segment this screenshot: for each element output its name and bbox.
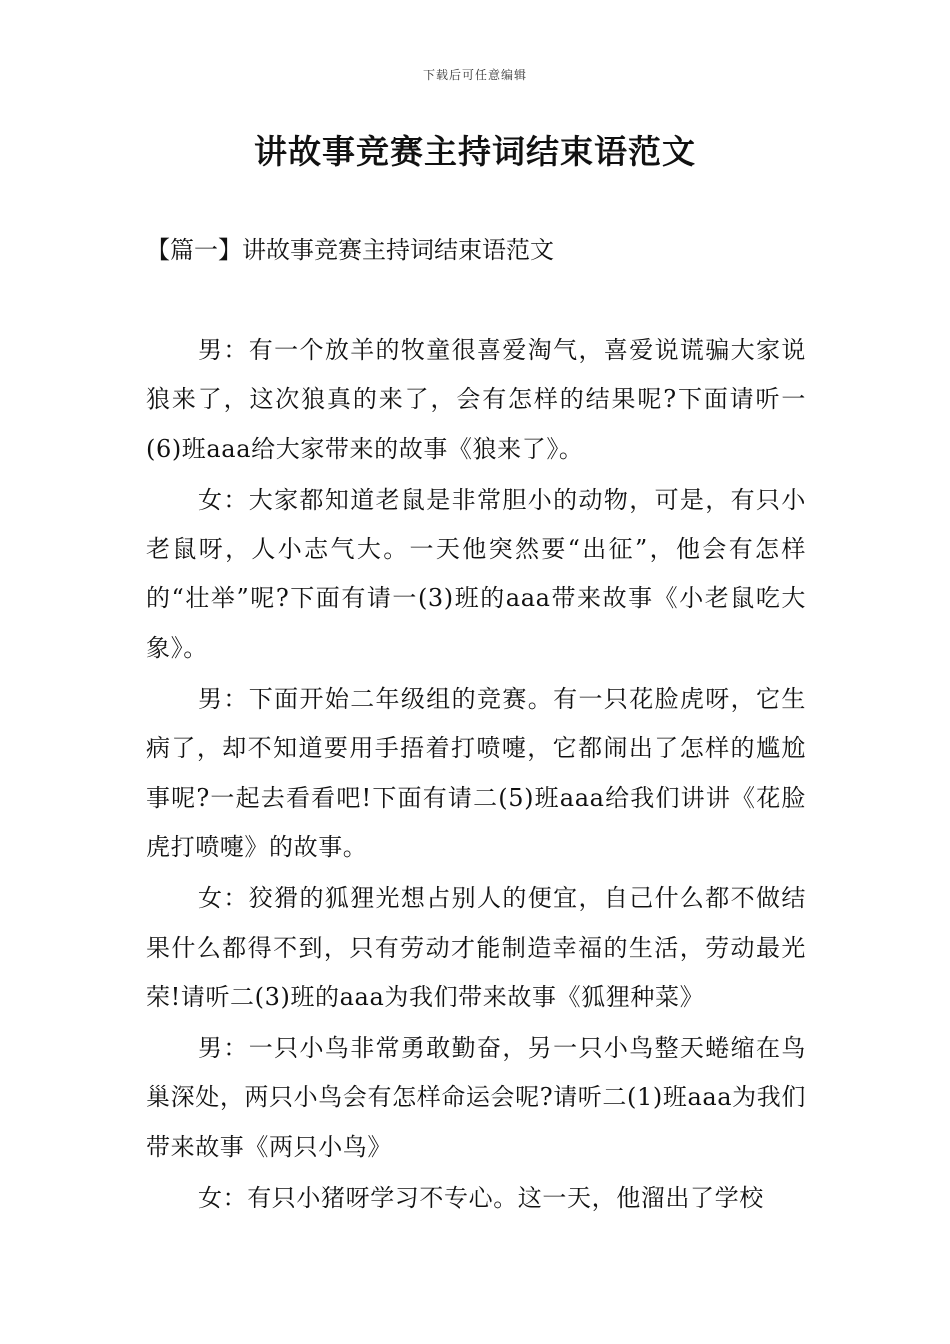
paragraph: 女：大家都知道老鼠是非常胆小的动物，可是，有只小老鼠呀，人小志气大。一天他突然要“出征”，他会有怎样的“壮举”呢?下面有请一(3)班的aaa带来故事《小老鼠吃大象》。 [146,485,806,662]
paragraph: 女：狡猾的狐狸光想占别人的便宜，自己什么都不做结果什么都得不到，只有劳动才能制造幸福的生活，劳动最光荣!请听二(3)班的aaa为我们带来故事《狐狸种菜》 [146,884,806,1011]
paragraph: 男：有一个放羊的牧童很喜爱淘气，喜爱说谎骗大家说狼来了，这次狼真的来了，会有怎样的结果呢?下面请听一(6)班aaa给大家带来的故事《狼来了》。 [146,336,806,463]
paragraph: 男：下面开始二年级组的竞赛。有一只花脸虎呀，它生病了，却不知道要用手捂着打喷嚏，它都闹出了怎样的尴尬事呢?一起去看看吧!下面有请二(5)班aaa给我们讲讲《花脸虎打喷嚏》的故事。 [146,685,806,861]
header-note: 下载后可任意编辑 [422,68,527,82]
document-body [146,326,806,1225]
page-title: 讲故事竞赛主持词结束语范文 [254,132,696,171]
section-heading: 【篇一】讲故事竞赛主持词结束语范文 [146,236,554,264]
paragraph: 男：一只小鸟非常勇敢勤奋，另一只小鸟整天蜷缩在鸟巢深处，两只小鸟会有怎样命运会呢?请听二(1)班aaa为我们带来故事《两只小鸟》 [146,1034,806,1161]
paragraph: 女：有只小猪呀学习不专心。这一天，他溜出了学校 [198,1184,764,1213]
